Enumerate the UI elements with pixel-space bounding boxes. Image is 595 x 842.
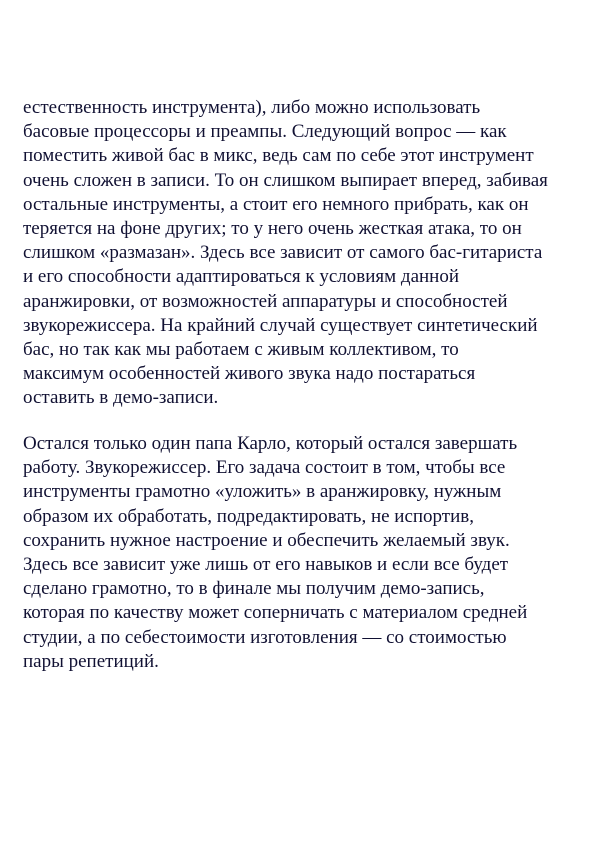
text-line: пары репетиций. <box>23 650 159 672</box>
text-line: басовые процессоры и преампы. Следующий вопрос — как <box>23 121 507 143</box>
text-line: остальные инструменты, а стоит его немного прибрать, как он <box>23 193 529 215</box>
text-line: образом их обработать, подредактировать, не испортив, <box>23 505 474 527</box>
text-line: очень сложен в записи. То он слишком выпирает вперед, забивая <box>23 169 548 191</box>
text-line: бас, но так как мы работаем с живым коллективом, то <box>23 338 459 360</box>
text-line: работу. Звукорежиссер. Его задача состоит в том, чтобы все <box>23 457 506 479</box>
text-line: сделано грамотно, то в финале мы получим демо-запись, <box>23 578 485 600</box>
text-line: теряется на фоне других; то у него очень жесткая атака, то он <box>23 217 522 239</box>
text-line: естественность инструмента), либо можно использовать <box>23 97 481 118</box>
text-line: сохранить нужное настроение и обеспечить желаемый звук. <box>23 529 510 551</box>
text-line: и его способности адаптироваться к условиям данной <box>23 266 460 288</box>
text-line: Остался только один папа Карло, который остался завершать <box>23 433 518 454</box>
text-line: аранжировки, от возможностей аппаратуры и способностей <box>23 290 508 312</box>
paragraph-2 <box>23 432 583 674</box>
text-line: которая по качеству может соперничать с материалом средней <box>23 602 528 624</box>
text-line: слишком «размазан». Здесь все зависит от самого бас-гитариста <box>23 242 543 264</box>
paragraph-1 <box>23 96 583 410</box>
text-line: звукорежиссера. На крайний случай существует синтетический <box>23 314 538 336</box>
text-line: Здесь все зависит уже лишь от его навыков и если все будет <box>23 553 509 575</box>
text-line: оставить в демо-записи. <box>23 387 219 409</box>
text-line: максимум особенностей живого звука надо постараться <box>23 363 476 385</box>
text-line: поместить живой бас в микс, ведь сам по себе этот инструмент <box>23 145 534 167</box>
text-line: студии, а по себестоимости изготовления — со стоимостью <box>23 626 507 648</box>
text-line: инструменты грамотно «уложить» в аранжировку, нужным <box>23 481 502 503</box>
